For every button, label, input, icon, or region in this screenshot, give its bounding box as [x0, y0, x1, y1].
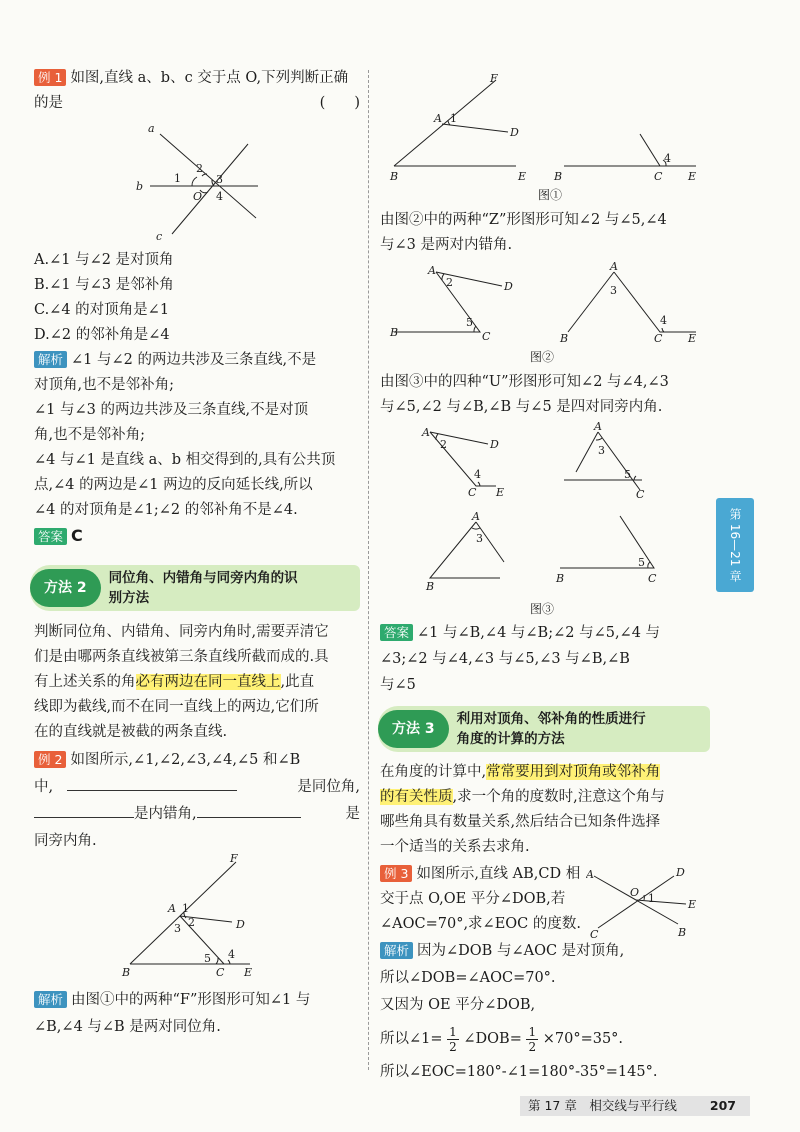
example3-question: 交于点 O,OE 平分∠DOB,若: [380, 891, 566, 907]
analysis-tag: 解析: [380, 942, 413, 959]
example3-analysis: [380, 938, 710, 1086]
z-shape-line: 由图②中的两种“Z”形图形可知∠2 与∠5,∠4: [380, 212, 667, 228]
angle4-label: 4: [216, 190, 223, 203]
label-c: C: [482, 330, 491, 343]
analysis-text: 所以∠DOB=∠AOC=70°.: [380, 970, 556, 986]
angle2-label: 2: [196, 162, 203, 175]
label-a: A: [586, 868, 594, 881]
figure1-caption: 图①: [538, 188, 563, 202]
angle3-label: 3: [598, 444, 605, 457]
example2-question: 同旁内角.: [34, 833, 97, 849]
analysis-text: 所以∠1=: [380, 1031, 443, 1047]
label-o: O: [630, 886, 640, 899]
example1-question-cont: 的是: [34, 95, 63, 111]
angle5-label: 5: [638, 556, 645, 569]
answer-tag: 答案: [34, 528, 67, 545]
label-a: A: [168, 902, 176, 915]
example2-question: 是: [345, 806, 360, 822]
answer-tag: 答案: [380, 624, 413, 641]
blank-alternate[interactable]: [34, 801, 134, 818]
label-a: A: [422, 426, 430, 439]
angle1-label: 1: [648, 892, 655, 905]
angle3-label: 3: [610, 284, 617, 297]
analysis-text: 点,∠4 的两边是∠1 两边的反向延长线,所以: [34, 477, 313, 493]
label-b: B: [390, 170, 399, 183]
method3-highlight: 的有关性质: [380, 789, 453, 805]
label-a: A: [472, 510, 480, 523]
label-c: C: [590, 928, 599, 941]
method2-line: ,此直: [280, 674, 315, 690]
analysis-text: ∠4 与∠1 是直线 a、b 相交得到的,具有公共顶: [34, 452, 336, 468]
analysis-text: 对顶角,也不是邻补角;: [34, 377, 174, 393]
figure3-caption: 图③: [530, 602, 555, 616]
method2-text: [34, 620, 360, 745]
example2-figure: [120, 852, 270, 980]
angle2-label: 2: [188, 916, 195, 929]
method3-line: 在角度的计算中,: [380, 764, 487, 780]
label-c: C: [468, 486, 477, 499]
label-e: E: [496, 486, 505, 499]
answer-text: ∠3;∠2 与∠4,∠3 与∠5,∠3 与∠B,∠B: [380, 651, 630, 667]
label-b: B: [426, 580, 435, 593]
method2-title-cont: 别方法: [108, 590, 150, 606]
u-shape-line: 由图③中的四种“U”形图形可知∠2 与∠4,∠3: [380, 374, 669, 390]
analysis-text: ∠4 的对顶角是∠1;∠2 的邻补角不是∠4.: [34, 502, 298, 518]
method2-line: 线即为截线,而不在同一直线上的两边,它们所: [34, 699, 319, 715]
method2-highlight: 必有两边在同一直线上: [135, 674, 281, 690]
label-f: F: [490, 72, 498, 85]
column-divider: [368, 70, 369, 1070]
label-a: A: [428, 264, 436, 277]
example2-analysis: [34, 987, 360, 1041]
method2-line: 有上述关系的角: [34, 674, 136, 690]
example2-question: 是内错角,: [134, 806, 197, 822]
angle3-label: 3: [216, 173, 223, 186]
label-d: D: [490, 438, 499, 451]
method3-line: 一个适当的关系去求角.: [380, 839, 530, 855]
label-d: D: [676, 866, 685, 879]
option-a: A.∠1 与∠2 是对顶角: [34, 252, 174, 268]
analysis-text: ∠1 与∠3 的两边共涉及三条直线,不是对顶: [34, 402, 309, 418]
answer-value: C: [71, 526, 83, 545]
method2-title: 同位角、内错角与同旁内角的识: [108, 570, 298, 586]
method2-line: 们是由哪两条直线被第三条直线所截而成的.具: [34, 649, 329, 665]
method2-badge: 方法 2: [30, 569, 101, 607]
analysis-text: ×70°=35°.: [542, 1031, 624, 1047]
label-c: C: [216, 966, 225, 979]
analysis-tag: 解析: [34, 991, 67, 1008]
z-shape-text: [380, 208, 710, 258]
line-b-label: b: [136, 180, 144, 193]
fraction-numerator: 1: [528, 1024, 537, 1039]
analysis-tag: 解析: [34, 351, 67, 368]
example3-block: [380, 862, 600, 937]
method3-title-cont: 角度的计算的方法: [456, 731, 565, 747]
example3-figure: [586, 862, 706, 942]
method3-highlight: 常常要用到对顶角或邻补角: [486, 764, 661, 780]
figure3: [384, 422, 714, 598]
method2-header: [30, 565, 360, 611]
angle5-label: 5: [624, 468, 631, 481]
label-c: C: [654, 332, 663, 345]
label-e: E: [688, 898, 697, 911]
angle4-label: 4: [664, 152, 671, 165]
example3-question: 如图所示,直线 AB,CD 相: [416, 866, 581, 882]
label-c: C: [654, 170, 663, 183]
method3-line: 哪些角具有数量关系,然后结合已知条件选择: [380, 814, 661, 830]
label-d: D: [510, 126, 519, 139]
label-a: A: [434, 112, 442, 125]
label-e: E: [518, 170, 527, 183]
u-shape-text: [380, 370, 710, 420]
angle3-label: 3: [476, 532, 483, 545]
label-b: B: [556, 572, 565, 585]
analysis-text: 角,也不是邻补角;: [34, 427, 145, 443]
label-c: C: [648, 572, 657, 585]
point-o-label: O: [193, 190, 203, 203]
z-shape-line: 与∠3 是两对内错角.: [380, 237, 513, 253]
angle2-label: 2: [446, 276, 453, 289]
footer-chapter: 第 17 章 相交线与平行线: [528, 1098, 677, 1113]
option-b: B.∠1 与∠3 是邻补角: [34, 277, 174, 293]
label-a: A: [610, 262, 618, 273]
answer-parentheses: ( ): [319, 95, 360, 111]
label-c: C: [636, 488, 645, 501]
angle1-label: 1: [182, 902, 189, 915]
fraction-numerator: 1: [449, 1024, 457, 1039]
analysis-text: ∠1 与∠2 的两边共涉及三条直线,不是: [71, 352, 317, 368]
example3-tag: 例 3: [380, 865, 412, 882]
angle4-label: 4: [228, 948, 235, 961]
angle3-label: 3: [174, 922, 181, 935]
label-d: D: [236, 918, 245, 931]
figure1: [384, 70, 714, 190]
blank-corresponding[interactable]: [67, 774, 237, 791]
analysis-text: 所以∠EOC=180°-∠1=180°-35°=145°.: [380, 1064, 658, 1080]
example2-question: 如图所示,∠1,∠2,∠3,∠4,∠5 和∠B: [70, 752, 301, 768]
method3-header: [378, 706, 710, 752]
label-e: E: [244, 966, 253, 979]
example2-question: 是同位角,: [297, 779, 360, 795]
fraction-denominator: 2: [528, 1039, 537, 1054]
label-b: B: [554, 170, 563, 183]
method3-title: 利用对顶角、邻补角的性质进行: [456, 711, 646, 727]
example2-block: [34, 747, 360, 855]
analysis-text: 由图①中的两种“F”形图形可知∠1 与: [71, 992, 311, 1008]
figure2-caption: 图②: [530, 350, 555, 364]
example1-options: [34, 248, 360, 550]
example1-block: [34, 66, 360, 116]
angle1-label: 1: [450, 112, 457, 125]
label-b: B: [122, 966, 131, 979]
right-answer: [380, 620, 710, 698]
angle5-label: 5: [466, 316, 473, 329]
method3-text: [380, 760, 710, 860]
label-e: E: [688, 332, 697, 345]
chapter-side-tab: 第 16—21 章: [716, 498, 754, 592]
analysis-text: ∠DOB=: [463, 1031, 522, 1047]
method3-badge: 方法 3: [378, 710, 449, 748]
option-c: C.∠4 的对顶角是∠1: [34, 302, 170, 318]
analysis-text: 因为∠DOB 与∠AOC 是对顶角,: [417, 943, 625, 959]
page-footer: [520, 1096, 750, 1116]
label-d: D: [504, 280, 513, 293]
label-b: B: [678, 926, 687, 939]
line-c-label: c: [156, 230, 163, 243]
angle4-label: 4: [474, 468, 481, 481]
fraction-denominator: 2: [449, 1039, 457, 1054]
example2-question: 中,: [34, 779, 54, 795]
method2-line: 在的直线就是被截的两条直线.: [34, 724, 228, 740]
analysis-text: 又因为 OE 平分∠DOB,: [380, 997, 536, 1013]
method3-line: ,求一个角的度数时,注意这个角与: [452, 789, 665, 805]
example1-figure: [130, 120, 270, 245]
label-b: B: [560, 332, 569, 345]
label-a: A: [594, 422, 602, 433]
method2-line: 判断同位角、内错角、同旁内角时,需要弄清它: [34, 624, 329, 640]
figure2: [384, 262, 714, 346]
analysis-text: ∠B,∠4 与∠B 是两对同位角.: [34, 1019, 221, 1035]
label-e: E: [688, 170, 697, 183]
u-shape-line: 与∠5,∠2 与∠B,∠B 与∠5 是四对同旁内角.: [380, 399, 663, 415]
page-number: 207: [709, 1098, 736, 1113]
angle2-label: 2: [440, 438, 447, 451]
label-b: B: [390, 326, 399, 339]
answer-text: 与∠5: [380, 677, 416, 693]
example1-tag: 例 1: [34, 69, 66, 86]
angle4-label: 4: [660, 314, 667, 327]
blank-interior[interactable]: [197, 801, 301, 818]
line-a-label: a: [148, 122, 155, 135]
example1-question: 如图,直线 a、b、c 交于点 O,下列判断正确: [70, 70, 349, 86]
angle5-label: 5: [204, 952, 211, 965]
option-d: D.∠2 的邻补角是∠4: [34, 327, 170, 343]
example3-question: ∠AOC=70°,求∠EOC 的度数.: [380, 916, 581, 932]
angle1-label: 1: [174, 172, 181, 185]
answer-text: ∠1 与∠B,∠4 与∠B;∠2 与∠5,∠4 与: [417, 625, 661, 641]
example2-tag: 例 2: [34, 751, 66, 768]
label-f: F: [230, 852, 238, 865]
